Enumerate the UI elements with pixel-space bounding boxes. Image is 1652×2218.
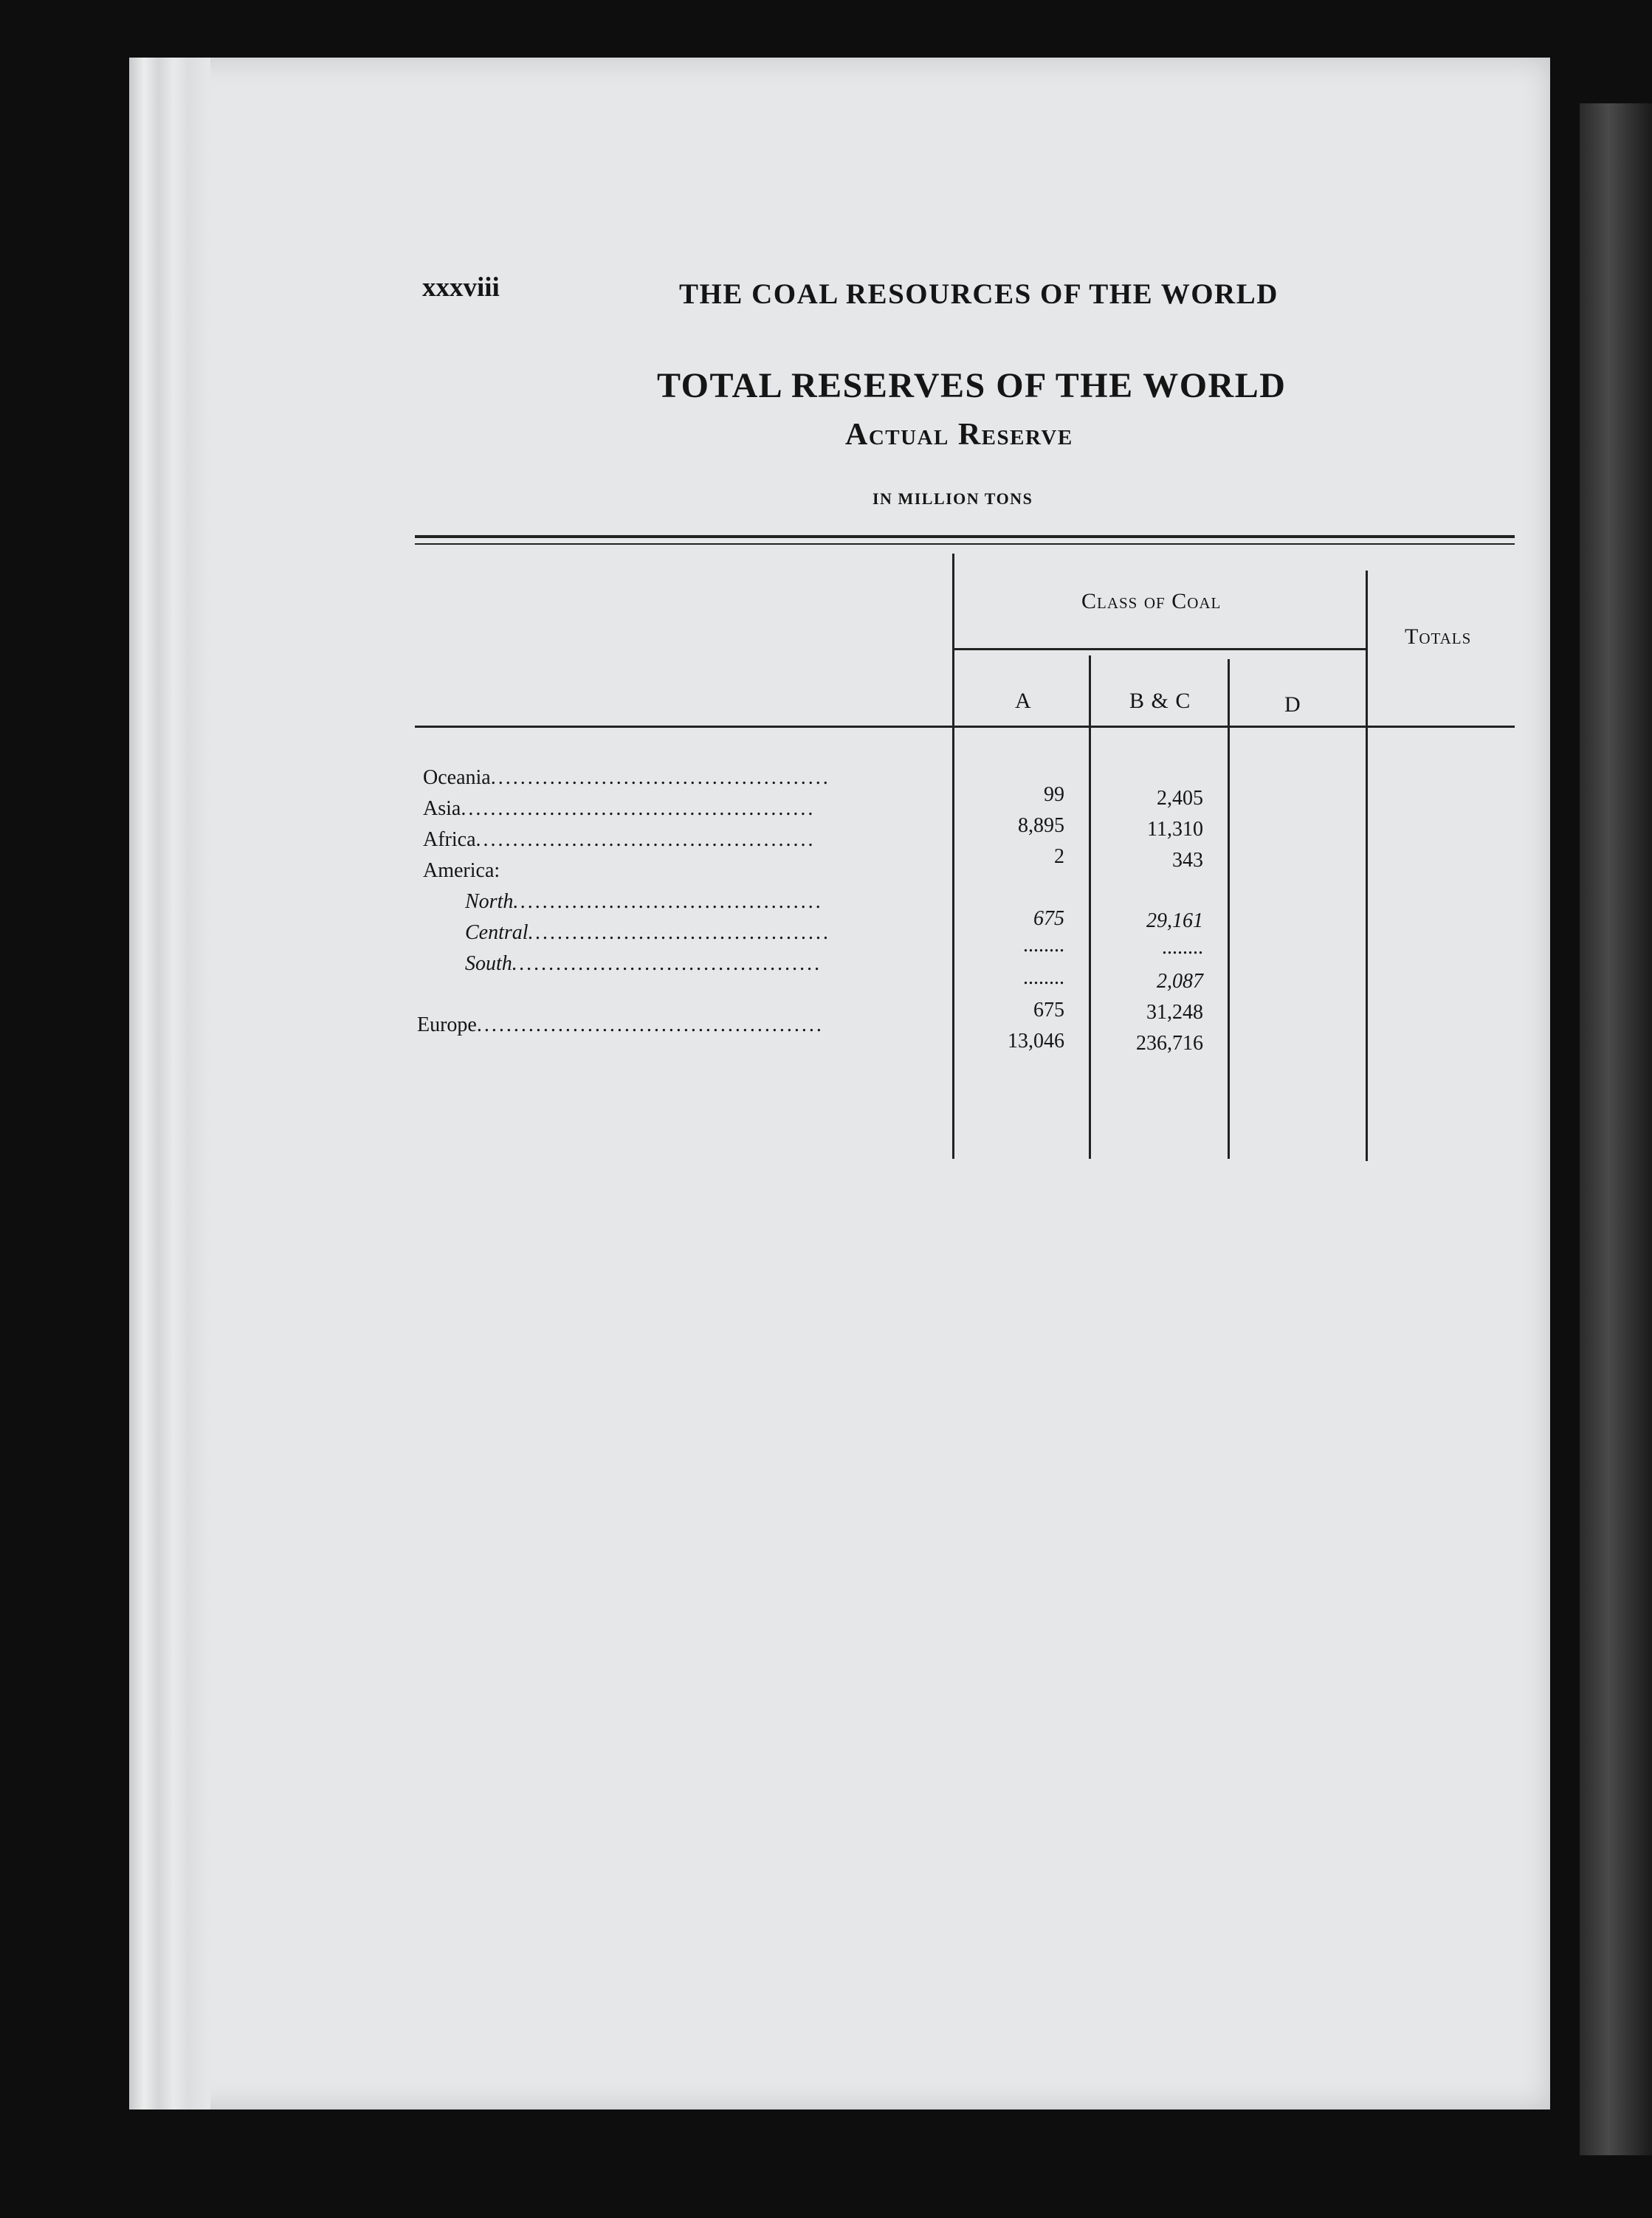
column-bc-header: B & C [1129,689,1191,713]
row-label-oceania: Oceania.............................................. [423,766,830,789]
cell: 2,087 [1157,970,1203,993]
row-label-south: South.......................................... [465,952,822,975]
cell: ........ [1023,934,1064,957]
cell: 236,716 [1136,1032,1203,1055]
cell: 31,248 [1146,1001,1203,1024]
class-of-coal-header: Class of Coal [1081,589,1222,613]
column-a-header: A [1015,689,1032,713]
cell: 343 [1172,849,1203,872]
row-label-north: North.......................................... [465,890,824,913]
cell: ........ [1162,936,1203,959]
row-label-africa: Africa.............................................. [423,828,816,851]
row-label-central: Central......................................... [465,921,831,944]
page-number: xxxviii [422,272,500,303]
cell: 11,310 [1147,818,1203,841]
cell: 2,405 [1157,787,1203,810]
page-gutter [129,58,210,2109]
cell: 8,895 [1018,814,1064,837]
book-page [129,58,1550,2109]
cell: ........ [1023,966,1064,989]
actual-reserve-subtitle: Actual Reserve [845,418,1073,452]
cell: 675 [1033,999,1064,1022]
cell: 675 [1033,907,1064,930]
row-label-europe: Europe............................................... [417,1013,824,1036]
row-label-america: America: [423,859,500,882]
page-title: TOTAL RESERVES OF THE WORLD [657,366,1287,405]
column-d-header: D [1284,692,1301,717]
row-label-asia: Asia................................................ [423,797,816,820]
totals-header: Totals [1405,624,1472,649]
cell: 29,161 [1146,909,1203,932]
book-edge [1580,103,1652,2155]
units-note: IN MILLION TONS [873,489,1033,508]
cell: 13,046 [1008,1030,1064,1053]
running-head: THE COAL RESOURCES OF THE WORLD [679,278,1278,310]
cell: 2 [1054,845,1064,868]
cell: 99 [1044,783,1064,806]
